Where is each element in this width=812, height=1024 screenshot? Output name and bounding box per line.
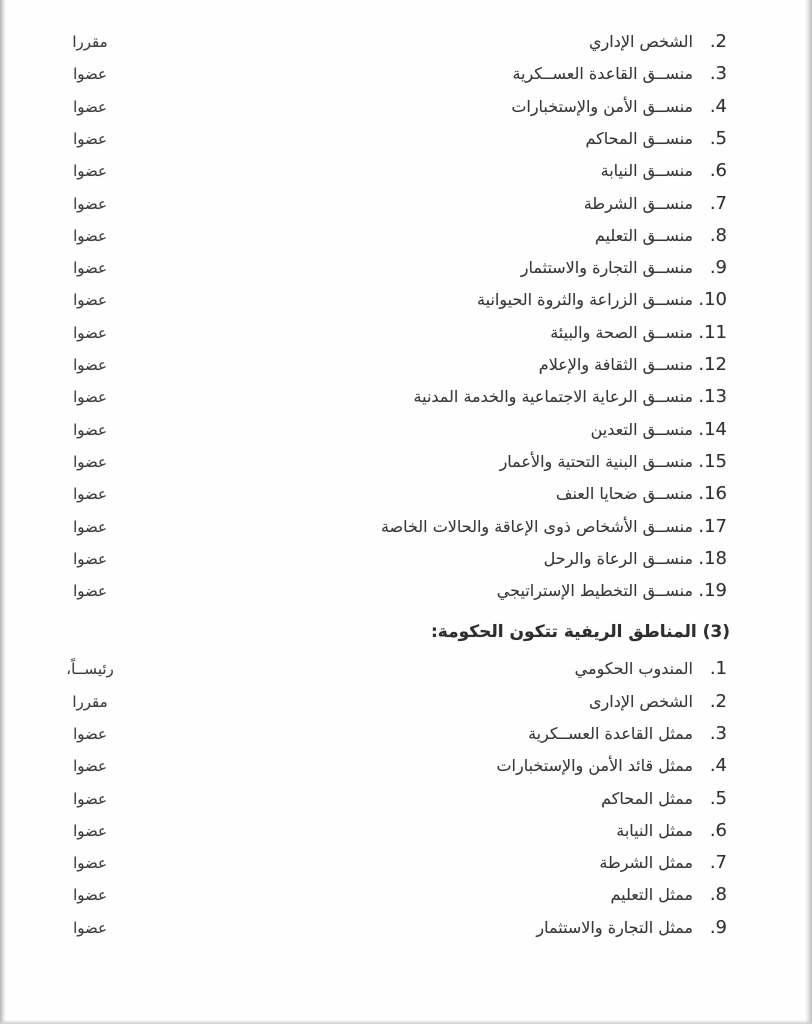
- list-item: [60, 815, 727, 847]
- role-label: عضوا: [73, 485, 107, 503]
- item-entry: [595, 220, 727, 252]
- list-item: [60, 686, 727, 718]
- section-heading: (3) المناطق الريفية تتكون الحكومة:: [430, 622, 730, 643]
- item-number: 1.: [709, 658, 727, 679]
- item-number: 8.: [709, 884, 727, 905]
- role-label: عضوا: [73, 886, 107, 904]
- list-item: [60, 284, 727, 316]
- item-entry: [477, 284, 727, 316]
- list-item: [60, 91, 727, 123]
- item-entry: [616, 815, 727, 847]
- item-text: منســق الزراعة والثروة الحيوانية: [477, 290, 693, 309]
- item-entry: [414, 381, 727, 413]
- item-entry: [497, 575, 727, 607]
- item-number: 16.: [698, 483, 727, 504]
- list-item: [60, 58, 727, 90]
- list-item: [60, 847, 727, 879]
- page-edge-bottom: [0, 1020, 812, 1024]
- item-text: منســق البنية التحتية والأعمار: [499, 452, 693, 471]
- item-number: 19.: [698, 580, 727, 601]
- list-item: [60, 575, 727, 607]
- item-entry: [381, 511, 727, 543]
- item-number: 2.: [709, 691, 727, 712]
- item-number: 17.: [698, 516, 727, 537]
- item-entry: [511, 91, 727, 123]
- role-label: عضوا: [73, 518, 107, 536]
- list-item: [60, 252, 727, 284]
- list-item: [60, 446, 727, 478]
- item-text: منســق الثقافة والإعلام: [538, 355, 693, 374]
- item-text: منســق المحاكم: [585, 129, 693, 148]
- item-text: منســق الرعاية الاجتماعية والخدمة المدنية: [413, 387, 693, 406]
- list-item: [60, 349, 727, 381]
- list-item: [60, 511, 727, 543]
- list-item: [60, 750, 727, 782]
- item-text: منســق الصحة والبيئة: [550, 323, 693, 342]
- list-item: [60, 543, 727, 575]
- item-text: ممثل التعليم: [610, 885, 693, 904]
- item-number: 6.: [709, 160, 727, 181]
- role-label: عضوا: [73, 291, 107, 309]
- item-number: 10.: [698, 289, 727, 310]
- item-text: منســق الشرطة: [583, 194, 693, 213]
- item-entry: [539, 349, 727, 381]
- item-text: ممثل التجارة والاستثمار: [536, 918, 693, 937]
- item-number: 7.: [709, 852, 727, 873]
- role-label: عضوا: [73, 550, 107, 568]
- item-number: 13.: [698, 386, 727, 407]
- item-entry: [550, 317, 727, 349]
- item-number: 4.: [709, 755, 727, 776]
- role-label: عضوا: [73, 453, 107, 471]
- item-text: ممثل المحاكم: [601, 789, 693, 808]
- item-entry: [556, 478, 727, 510]
- item-number: 3.: [709, 723, 727, 744]
- item-number: 2.: [709, 31, 727, 52]
- role-label: عضوا: [73, 162, 107, 180]
- list-item: [60, 317, 727, 349]
- list-item: [60, 879, 727, 911]
- role-label: عضوا: [73, 356, 107, 374]
- item-text: منســق التعليم: [594, 226, 693, 245]
- item-entry: [591, 414, 727, 446]
- item-text: الشخص الإدارى: [589, 692, 693, 711]
- item-number: 3.: [709, 63, 727, 84]
- role-label: عضوا: [73, 919, 107, 937]
- item-entry: [512, 58, 727, 90]
- item-number: 5.: [709, 788, 727, 809]
- role-label: عضوا: [73, 790, 107, 808]
- item-text: ممثل النيابة: [616, 821, 693, 840]
- item-entry: [601, 783, 727, 815]
- item-number: 7.: [709, 193, 727, 214]
- list-item: [60, 381, 727, 413]
- role-label: عضوا: [73, 130, 107, 148]
- list-item: [60, 155, 727, 187]
- role-label: عضوا: [73, 324, 107, 342]
- role-label: عضوا: [73, 725, 107, 743]
- list-item: [60, 220, 727, 252]
- item-entry: [585, 123, 727, 155]
- role-label: عضوا: [73, 98, 107, 116]
- item-number: 9.: [709, 917, 727, 938]
- role-label: عضوا: [73, 259, 107, 277]
- item-text: ممثل الشرطة: [599, 853, 693, 872]
- item-entry: [528, 718, 727, 750]
- item-text: منســق الأمن والإستخبارات: [511, 97, 693, 116]
- list-item: [60, 478, 727, 510]
- item-number: 9.: [709, 257, 727, 278]
- item-entry: [611, 879, 728, 911]
- item-number: 14.: [698, 419, 727, 440]
- role-label: عضوا: [73, 65, 107, 83]
- item-entry: [544, 543, 727, 575]
- role-label: عضوا: [73, 822, 107, 840]
- item-number: 11.: [698, 322, 727, 343]
- item-text: منســق النيابة: [600, 161, 693, 180]
- item-number: 15.: [698, 451, 727, 472]
- role-label: عضوا: [73, 195, 107, 213]
- list-item: [60, 414, 727, 446]
- role-label: مقررا: [72, 33, 108, 51]
- list-item: [60, 912, 727, 944]
- item-entry: [589, 26, 727, 58]
- role-label: عضوا: [73, 421, 107, 439]
- item-entry: [521, 252, 727, 284]
- role-label: رئيســاً،: [66, 660, 114, 678]
- item-number: 18.: [698, 548, 727, 569]
- page-edge-right: [805, 0, 812, 1024]
- item-entry: [589, 686, 727, 718]
- item-number: 5.: [709, 128, 727, 149]
- item-text: الشخص الإداري: [589, 32, 693, 51]
- role-label: عضوا: [73, 582, 107, 600]
- item-text: منســق القاعدة العســكرية: [512, 64, 693, 83]
- list-item: [60, 718, 727, 750]
- role-label: عضوا: [73, 854, 107, 872]
- item-text: منســق الأشخاص ذوى الإعاقة والحالات الخاصة: [380, 517, 693, 536]
- item-text: منســق التخطيط الإستراتيجي: [496, 581, 693, 600]
- list-item: [60, 123, 727, 155]
- item-text: ممثل القاعدة العســكرية: [528, 724, 693, 743]
- item-entry: [599, 847, 727, 879]
- item-number: 4.: [709, 96, 727, 117]
- role-label: مقررا: [72, 693, 108, 711]
- item-entry: [536, 912, 727, 944]
- item-number: 8.: [709, 225, 727, 246]
- item-text: المندوب الحكومي: [574, 659, 693, 678]
- item-entry: [584, 188, 727, 220]
- item-entry: [500, 446, 727, 478]
- item-entry: [601, 155, 727, 187]
- role-label: عضوا: [73, 388, 107, 406]
- item-number: 6.: [709, 820, 727, 841]
- role-label: عضوا: [73, 757, 107, 775]
- list-item: [60, 188, 727, 220]
- role-label: عضوا: [73, 227, 107, 245]
- list-item: [60, 653, 727, 685]
- item-text: منســق ضحايا العنف: [555, 484, 693, 503]
- item-entry: [496, 750, 727, 782]
- item-text: منســق الرعاة والرحل: [543, 549, 693, 568]
- list-item: [60, 26, 727, 58]
- item-text: منســق التجارة والاستثمار: [520, 258, 693, 277]
- item-entry: [575, 653, 727, 685]
- item-number: 12.: [698, 354, 727, 375]
- item-text: منســق التعدين: [590, 420, 693, 439]
- list-item: [60, 783, 727, 815]
- item-text: ممثل قائد الأمن والإستخبارات: [496, 756, 693, 775]
- page-edge-left: [0, 0, 6, 1024]
